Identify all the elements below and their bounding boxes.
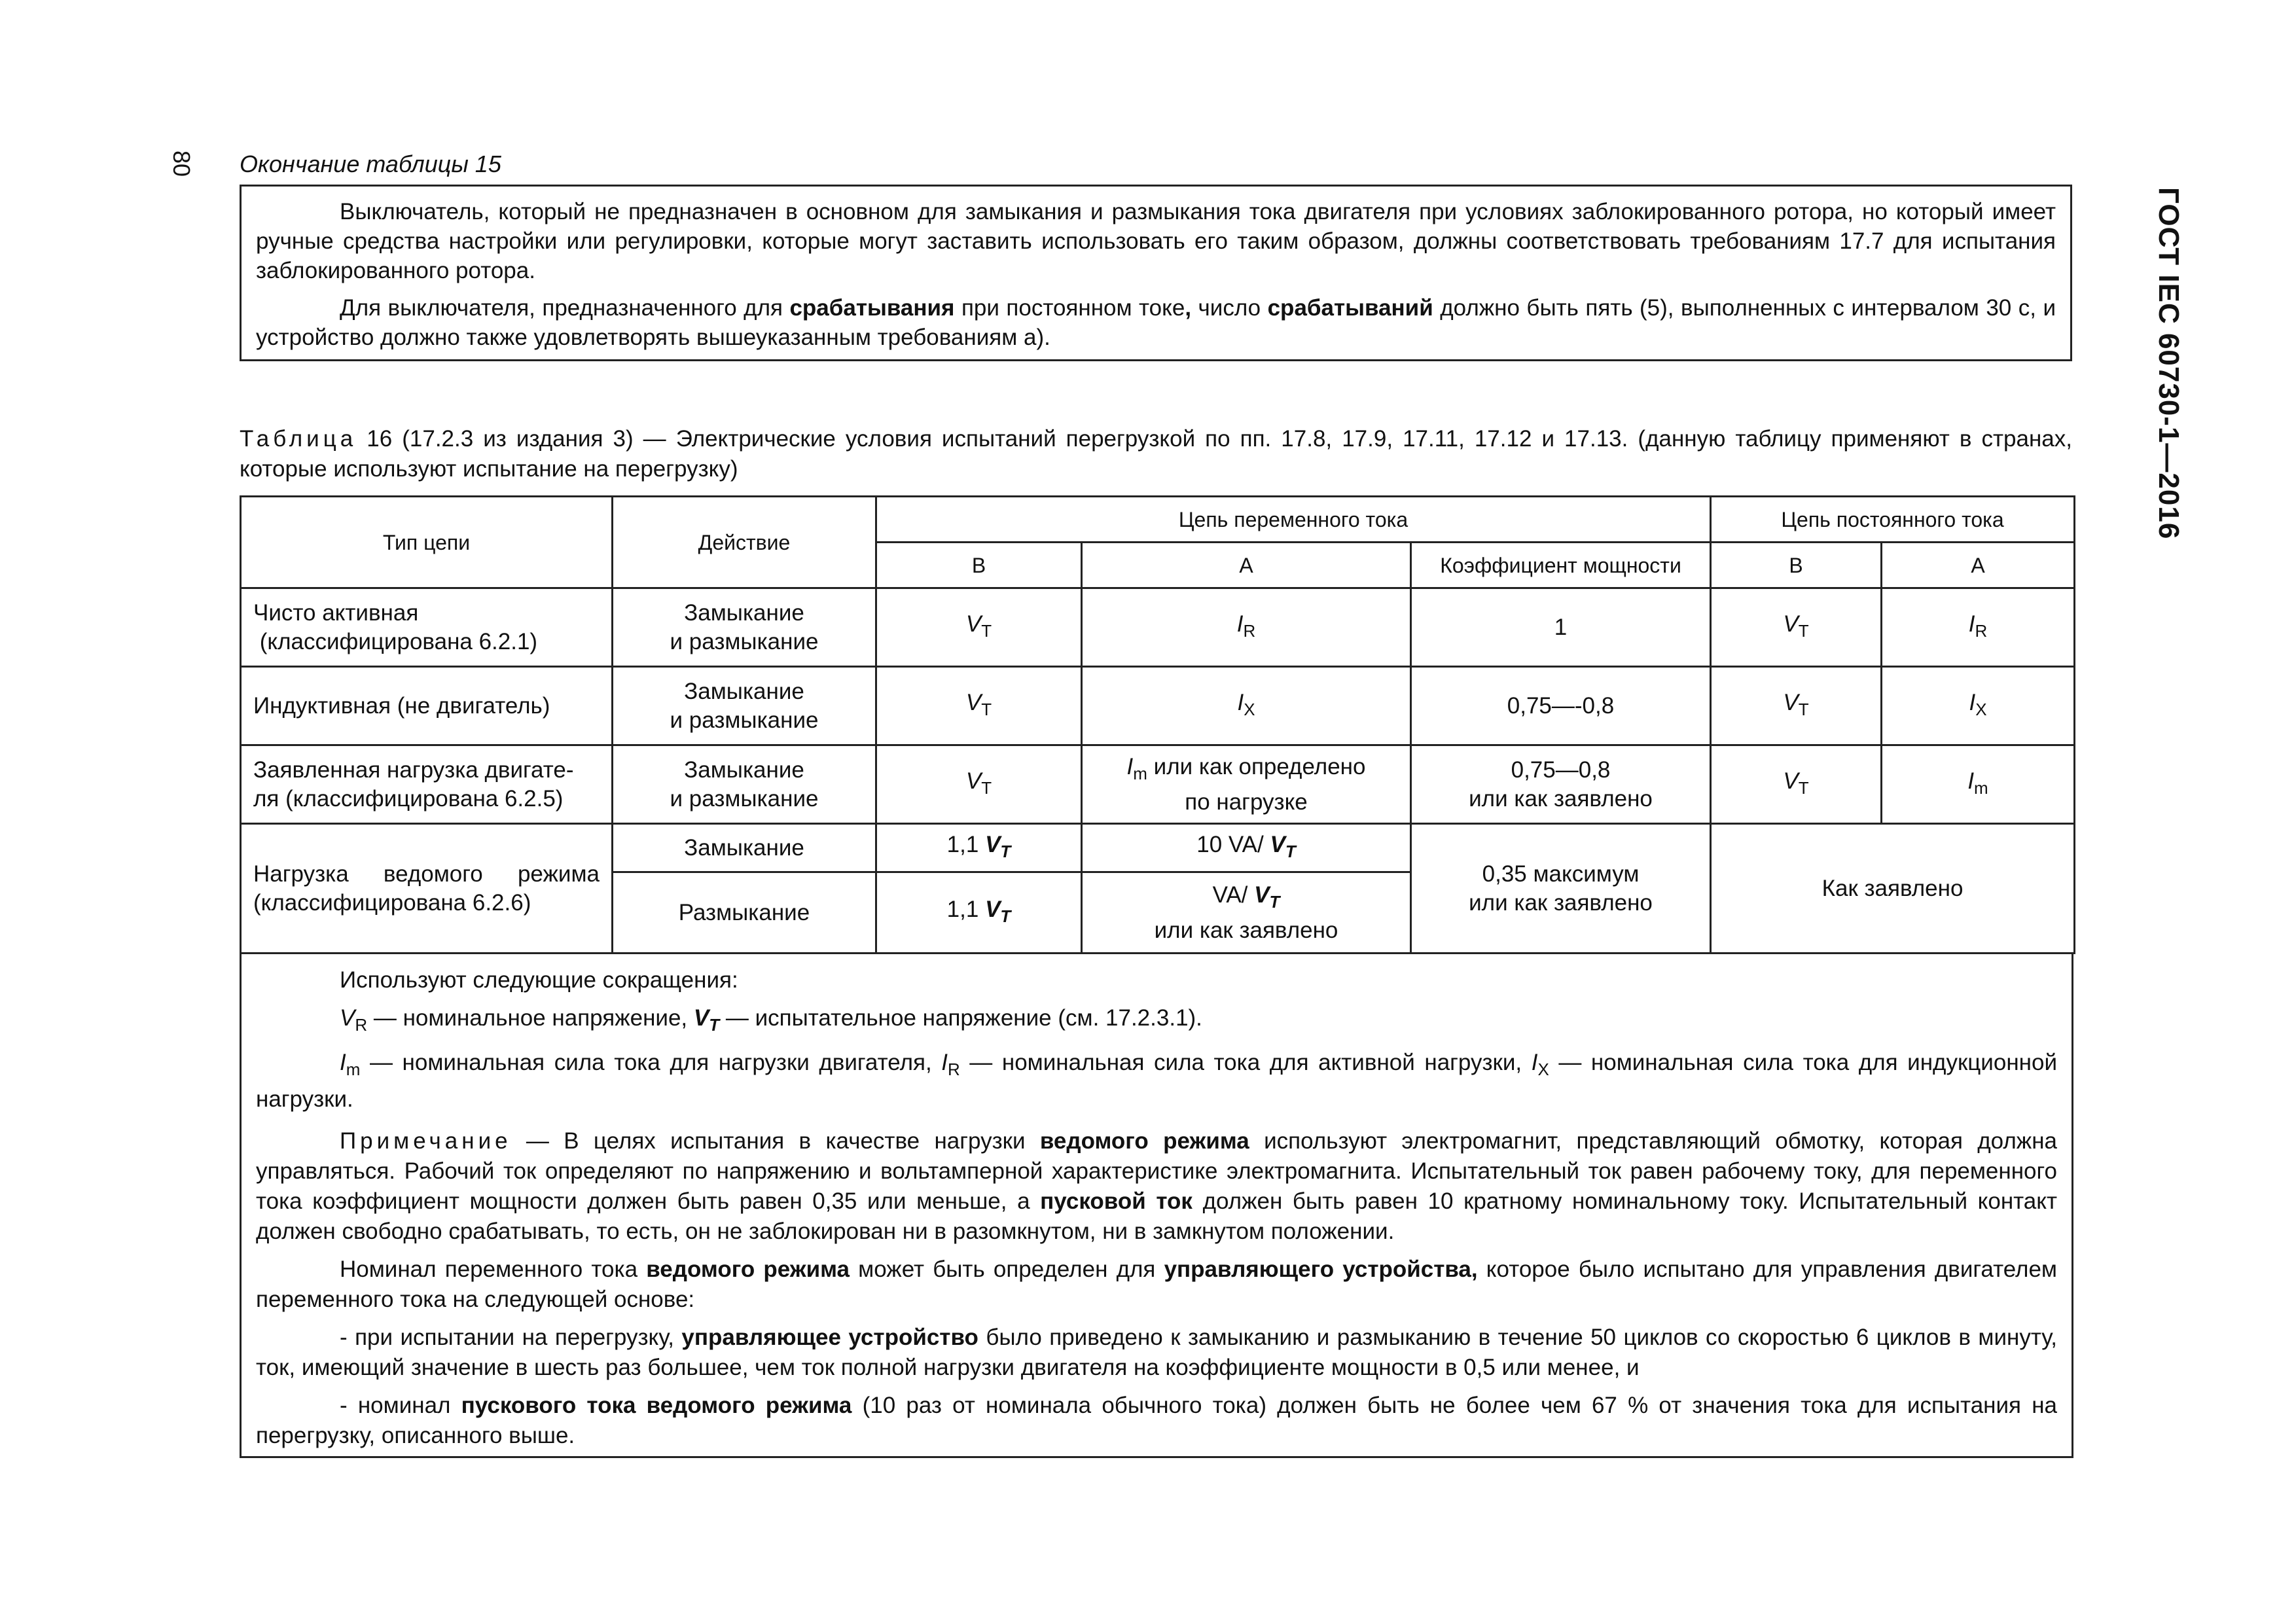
- cell-dc: Как заявлено: [1711, 824, 2075, 954]
- header-power-factor: Коэффициент мощности: [1411, 543, 1711, 588]
- header-action: Действие: [613, 497, 876, 588]
- table-row: [241, 824, 2075, 872]
- table15-end-box: [240, 185, 2072, 361]
- table15-paragraph-2: Для выключателя, предназначенного для срабатывания при постоянном токе, число срабатываний должно быть пять (5), выполненных с интервалом 30 с, и устройство должно также удовлетворять вышеуказанным требованиям а).: [256, 295, 2056, 350]
- header-dc-v: В: [1711, 543, 1882, 588]
- cell-action-make: Замыкание: [613, 824, 876, 872]
- abbreviations-intro: Используют следующие сокращения:: [340, 967, 738, 993]
- cell-ac-a: $I_X$: [1082, 667, 1411, 745]
- cell-dc-a: $I_R$: [1882, 588, 2075, 667]
- cell-dc-v: $V_T$: [1711, 588, 1882, 667]
- cell-ac-v: $V_T$: [876, 667, 1082, 745]
- table-caption-text: 16 (17.2.3 из издания 3) — Электрические условия испытаний перегрузкой по пп. 17.8, 17.9, 17.11, 17.12 и 17.13. (данную таблицу применяют в странах, которые используют испытание на перегрузку): [240, 426, 2072, 482]
- rating-paragraph: Номинал переменного тока ведомого режима может быть определен для управляющего устройства, которое было испытано для управления двигателем переменного тока на следующей основе:: [256, 1257, 2057, 1312]
- cell-power-factor: 0,75—0,8 или как заявлено: [1411, 745, 1711, 824]
- cell-action: Замыкание и размыкание: [613, 667, 876, 745]
- cell-dc-a: $I_m$: [1882, 745, 2075, 824]
- cell-action: Замыкание и размыкание: [613, 745, 876, 824]
- bullet-item: - номинал пускового тока ведомого режима (10 раз от номинала обычного тока) должен быть не более чем 67 % от значения тока для испытания на перегрузку, описанного выше.: [256, 1393, 2057, 1448]
- abbreviations-voltage: $V_R$ — номинальное напряжение, $V_T$ — испытательное напряжение (см. 17.2.3.1).: [340, 1005, 1202, 1035]
- note-paragraph: Примечание — В целях испытания в качестве нагрузки ведомого режима используют электромагнит, представляющий обмотку, которая должна управляться. Рабочий ток определяют по напряжению и вольтамперной характеристике электромагнита. Испытательный ток равен рабочему току, для переменного тока коэффициент мощности должен быть равен 0,35 или меньше, а пусковой ток должен быть равен 10 кратному номинальному току. Испытательный контакт должен свободно срабатывать, то есть, он не заблокирован ни в разомкнутом, ни в замкнутом положении.: [256, 1128, 2058, 1244]
- cell-circuit-type: Заявленная нагрузка двигате- ля (классифицирована 6.2.5): [241, 745, 613, 824]
- cell-power-factor: 1: [1411, 588, 1711, 667]
- cell-action-break: Размыкание: [613, 872, 876, 954]
- cell-circuit-type: Чисто активная (классифицирована 6.2.1): [241, 588, 613, 667]
- table-caption-label: Таблица: [240, 426, 357, 452]
- cell-ac-a: $I_R$: [1082, 588, 1411, 667]
- cell-ac-v-make: 1,1 $V_T$: [876, 824, 1082, 872]
- table-row: [241, 588, 2075, 667]
- cell-circuit-type: Индуктивная (не двигатель): [241, 667, 613, 745]
- header-ac-a: А: [1082, 543, 1411, 588]
- header-dc-a: А: [1882, 543, 2075, 588]
- abbreviations-current: $I_m$ — номинальная сила тока для нагрузки двигателя, $I_R$ — номинальная сила тока для активной нагрузки, $I_X$ — номинальная сила тока для индукционной нагрузки.: [256, 1050, 2057, 1112]
- page-number: 80: [168, 151, 195, 177]
- cell-circuit-type: Нагрузка ведомого режима (классифицирована 6.2.6): [241, 824, 613, 954]
- header-ac-v: В: [876, 543, 1082, 588]
- cell-dc-a: $I_X$: [1882, 667, 2075, 745]
- document-standard-title: ГОСТ IEC 60730-1—2016: [2153, 187, 2185, 540]
- cell-power-factor: 0,35 максимум или как заявлено: [1411, 824, 1711, 954]
- cell-dc-v: $V_T$: [1711, 745, 1882, 824]
- table-row: [241, 667, 2075, 745]
- table-row: [241, 745, 2075, 824]
- table15-paragraph-1: Выключатель, который не предназначен в основном для замыкания и размыкания тока двигателя при условиях заблокированного ротора, но который имеет ручные средства настройки или регулировки, которые могут заставить использовать его таким образом, должны соответствовать требованиям 17.7 для испытания заблокированного ротора.: [256, 199, 2056, 283]
- cell-power-factor: 0,75—-0,8: [1411, 667, 1711, 745]
- cell-dc-v: $V_T$: [1711, 667, 1882, 745]
- header-ac-circuit: Цепь переменного тока: [876, 497, 1711, 543]
- cell-action: Замыкание и размыкание: [613, 588, 876, 667]
- bullet-item: - при испытании на перегрузку, управляющее устройство было приведено к замыканию и размыканию в течение 50 циклов со скоростью 6 циклов в минуту, ток, имеющий значение в шесть раз большее, чем ток полной нагрузки двигателя на коэффициенте мощности в 0,5 или менее, и: [256, 1325, 2057, 1380]
- cell-ac-v-break: 1,1 $V_T$: [876, 872, 1082, 954]
- cell-ac-v: $V_T$: [876, 745, 1082, 824]
- cell-ac-a-make: 10 VA/ $V_T$: [1082, 824, 1411, 872]
- table16-notes: [240, 952, 2073, 1458]
- cell-ac-a-break: VA/ $V_T$ или как заявлено: [1082, 872, 1411, 954]
- cell-ac-v: $V_T$: [876, 588, 1082, 667]
- header-dc-circuit: Цепь постоянного тока: [1711, 497, 2075, 543]
- cell-ac-a: $I_m$ или как определено по нагрузке: [1082, 745, 1411, 824]
- table16-caption: [240, 424, 2072, 484]
- table16: [240, 495, 2075, 954]
- header-circuit-type: Тип цепи: [241, 497, 613, 588]
- continuation-caption: Окончание таблицы 15: [240, 151, 501, 177]
